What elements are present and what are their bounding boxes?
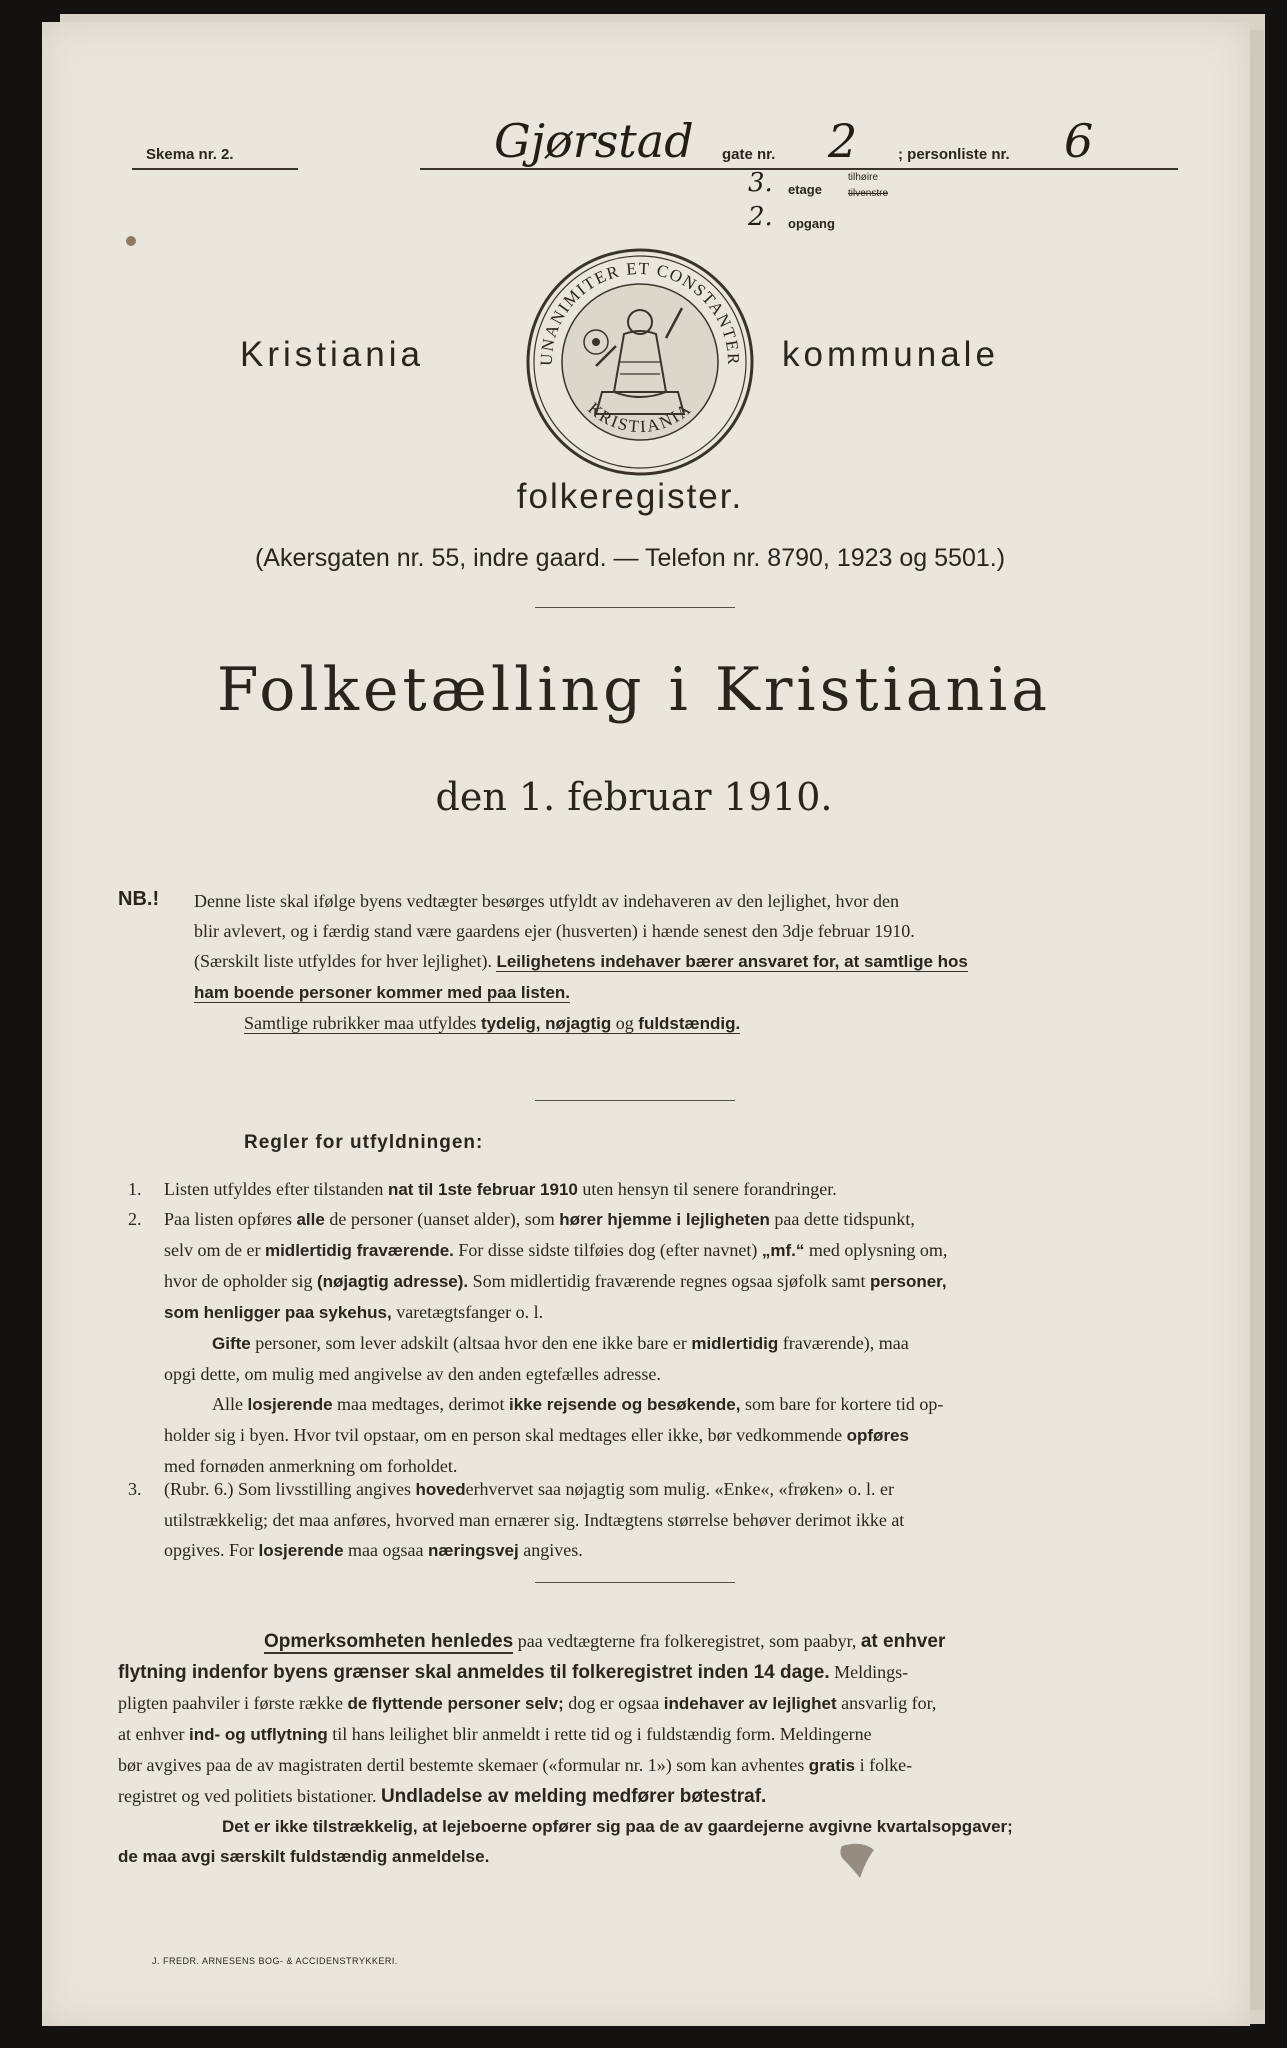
kommunale-word: kommunale xyxy=(782,335,999,374)
rule-3-text: (Rubr. 6.) Som livsstilling angives hovederhvervet saa nøjagtig som mulig. «Enke«, «frøken» o. l. er utilstrækkelig; det maa anføres, hvorved man ernærer sig. Indtægtens størrelse behøver derimot ikke at opgives. For losjerende maa ogsaa næringsvej angives. xyxy=(164,1479,905,1560)
printer-credit: J. FREDR. ARNESENS BOG- & ACCIDENSTRYKKERI. xyxy=(152,1956,398,1966)
gate-label: gate nr. xyxy=(722,146,776,163)
tilhoire-label: tilhøire xyxy=(848,172,879,183)
office-address: (Akersgaten nr. 55, indre gaard. — Telefon nr. 8790, 1923 og 5501.) xyxy=(254,544,1006,572)
ink-spot-mark xyxy=(124,234,138,248)
nb-line-5d: fuldstændig. xyxy=(638,1014,741,1033)
etage-label: etage xyxy=(788,182,822,197)
nb-line-5 xyxy=(194,1008,1188,1039)
rule-1-part: Listen utfyldes efter tilstanden xyxy=(164,1179,388,1199)
nb-label: NB.! xyxy=(118,888,160,910)
rules-heading: Regler for utfyldningen: xyxy=(244,1132,484,1153)
opgang-label: opgang xyxy=(788,216,835,231)
nb-line-1: Denne liste skal ifølge byens vedtægter besørges utfyldt av indehaveren av den lejlighet, hvor den xyxy=(194,891,899,911)
rule-1-number: 1. xyxy=(128,1179,142,1199)
divider-middle xyxy=(535,1100,735,1101)
svg-text:UNANIMITER ET CONSTANTER: UNANIMITER ET CONSTANTER xyxy=(536,258,744,367)
notice-block: Opmerksomheten henledes paa vedtægterne fra folkeregistret, som paabyr, at enhver flytning indenfor byens grænser skal anmeldes til folkeregistret inden 14 dage. Meldings- pligten paahviler i første række de flyttende personer selv; dog er ogsaa indehaver av lejlighet ansvarlig for, at enhver ind- og utflytning til hans leilighet blir anmeldt i rette tid og i fuldstændig form. Meldingerne bør avgives paa de av magistraten dertil bestemte skemaer («formular nr. 1») som kan avhentes gratis i folke- registret og ved politiets bistationer. Undladelse av melding medfører bøtestraf. Det er ikke tilstrækkelig, at lejeboerne opfører sig paa de av gaardejerne avgivne kvartalsopgaver; de maa avgi særskilt fuldstændig anmeldelse. xyxy=(118,1631,1013,1866)
census-form-page xyxy=(42,22,1250,2026)
kristiania-word: Kristiania xyxy=(240,335,424,374)
rule-1-text xyxy=(164,1174,837,1205)
street-name-handwritten: Gjørstad xyxy=(494,114,694,168)
rule-1-part: uten hensyn til senere forandringer. xyxy=(577,1179,837,1199)
nb-line-3b: Leilighetens indehaver bærer ansvaret for, at samtlige hos xyxy=(496,952,968,971)
gate-number-handwritten: 2 xyxy=(828,114,858,168)
nb-line-2: blir avlevert, og i færdig stand være gaardens ejer (husverten) i hænde senest den 3dje februar 1910. xyxy=(194,921,915,941)
personliste-label: ; personliste nr. xyxy=(898,146,1010,163)
tilvenstre-label: tilvenstre xyxy=(848,188,889,199)
census-date: den 1. februar 1910. xyxy=(435,775,833,819)
divider-top xyxy=(535,607,735,608)
document-title: Folketælling i Kristiania xyxy=(216,655,1052,725)
ink-blot-mark xyxy=(832,1838,882,1888)
etage-handwritten: 3. xyxy=(748,168,773,198)
rule-3-number: 3. xyxy=(128,1479,142,1499)
svg-text:KRISTIANIA: KRISTIANIA xyxy=(584,398,696,437)
nb-block xyxy=(194,886,1188,1039)
opgang-handwritten: 2. xyxy=(748,202,773,232)
skema-label: Skema nr. 2. xyxy=(132,146,298,170)
rule-2-text: Paa listen opføres alle de personer (uanset alder), som hører hjemme i lejligheten paa dette tidspunkt, selv om de er midlertidig fraværende. For disse sidste tilføies dog (efter navnet) „mf.“ med oplysning om, hvor de opholder sig (nøjagtig adresse). Som midlertidig fraværende regnes ogsaa sjøfolk samt personer, som henligger paa sykehus, varetægtsfanger o. l. Gifte personer, som lever adskilt (altsaa hvor den ene ikke bare er midlertidig fraværende), maa opgi dette, om mulig med angivelse av den anden egtefælles adresse. Alle losjerende maa medtages, derimot ikke rejsende og besøkende, som bare for kortere tid op- holder sig i byen. Hvor tvil opstaar, om en person skal medtages eller ikke, bør vedkommende opføres med fornøden anmerkning om forholdet. xyxy=(164,1209,948,1476)
kristiania-city-seal xyxy=(520,242,760,482)
rule-1-bold: nat til 1ste februar 1910 xyxy=(387,1180,578,1199)
nb-line-3a: (Særskilt liste utfyldes for hver lejlighet). xyxy=(194,951,492,971)
personliste-number-handwritten: 6 xyxy=(1064,114,1094,168)
nb-line-3 xyxy=(194,946,1188,977)
rule-2-number: 2. xyxy=(128,1209,142,1229)
nb-line-5c: og xyxy=(615,1013,634,1033)
nb-line-5a: Samtlige rubrikker maa utfyldes xyxy=(244,1013,477,1033)
folkeregister-word: folkeregister. xyxy=(516,477,744,516)
divider-bottom xyxy=(535,1582,735,1583)
nb-line-5b: tydelig, nøjagtig xyxy=(480,1014,612,1033)
nb-line-4: ham boende personer kommer med paa listen. xyxy=(194,983,571,1002)
